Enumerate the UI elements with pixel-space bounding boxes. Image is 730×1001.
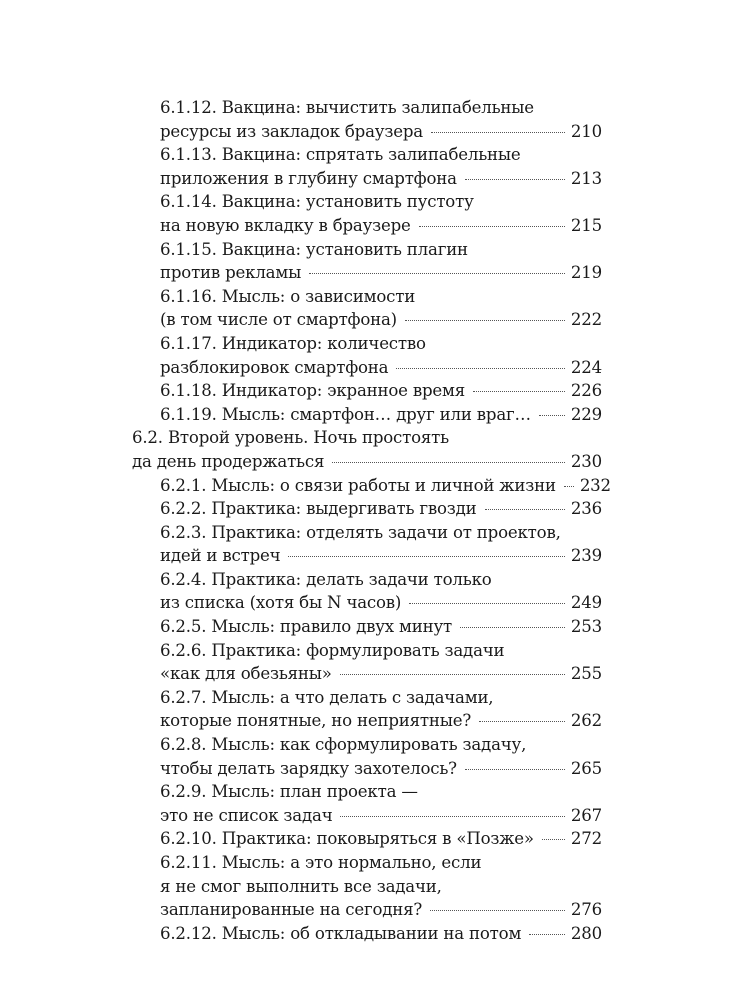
page-number: 213 — [570, 168, 602, 188]
toc-entry-title-line: 6.1.17. Индикатор: количество — [160, 333, 426, 353]
toc-entry-last-line — [160, 922, 602, 946]
dot-leader — [431, 132, 565, 133]
toc-entry-title-line: ресурсы из закладок браузера — [160, 121, 423, 141]
toc-entry-title-line: 6.1.15. Вакцина: установить плагин — [160, 239, 468, 259]
toc-entry[interactable] — [160, 922, 602, 946]
dot-leader — [332, 462, 565, 463]
dot-leader — [473, 391, 565, 392]
toc-entry[interactable] — [160, 568, 602, 615]
page-number: 249 — [570, 593, 602, 613]
page-number: 239 — [570, 546, 602, 566]
toc-entry[interactable] — [160, 238, 602, 285]
dot-leader — [460, 627, 565, 628]
page-number: 255 — [570, 664, 602, 684]
dot-leader — [465, 179, 565, 180]
toc-entry-last-line — [160, 615, 602, 639]
toc-entry-title-line: 6.2.1. Мысль: о связи работы и личной жизни — [160, 475, 556, 495]
dot-leader — [405, 320, 565, 321]
toc-entry-last-line — [160, 662, 602, 686]
toc-entry-title-line: 6.1.13. Вакцина: спрятать залипабельные — [160, 145, 521, 165]
toc-entry-title-line: 6.1.19. Мысль: смартфон… друг или враг… — [160, 404, 531, 424]
page-number: 229 — [570, 404, 602, 424]
page-number: 265 — [570, 758, 602, 778]
dot-leader — [288, 556, 565, 557]
toc-entry-last-line — [160, 403, 602, 427]
toc-entry-title-line: 6.2.2. Практика: выдергивать гвозди — [160, 499, 477, 519]
toc-entry-last-line — [160, 709, 602, 733]
toc-entry[interactable] — [160, 96, 602, 143]
page-number: 276 — [570, 900, 602, 920]
toc-entry-title-line: 6.2.8. Мысль: как сформулировать задачу, — [160, 735, 527, 755]
dot-leader — [539, 415, 565, 416]
dot-leader — [479, 721, 565, 722]
toc-entry-last-line — [160, 474, 611, 498]
toc-entry-title-line: 6.1.12. Вакцина: вычистить залипабельные — [160, 98, 534, 117]
toc-entry-title-line: 6.2.12. Мысль: об откладывании на потом — [160, 923, 522, 943]
toc-entry-last-line — [160, 214, 602, 238]
dot-leader — [465, 769, 565, 770]
dot-leader — [529, 934, 565, 935]
toc-entry-last-line — [160, 804, 602, 828]
page-number: 222 — [570, 310, 602, 330]
toc-entry-last-line — [160, 757, 602, 781]
toc-entry[interactable] — [160, 521, 602, 568]
page-number: 236 — [570, 499, 602, 519]
toc-entry-last-line — [160, 827, 602, 851]
toc-entry[interactable] — [160, 143, 602, 190]
toc-entry-title-line: 6.2.4. Практика: делать задачи только — [160, 569, 492, 589]
toc-entry[interactable] — [160, 379, 602, 403]
toc-entry[interactable] — [160, 686, 602, 733]
toc-entry-title-line: я не смог выполнить все задачи, — [160, 876, 442, 896]
toc-entry[interactable] — [160, 639, 602, 686]
toc-entry-title-line: приложения в глубину смартфона — [160, 168, 457, 188]
dot-leader — [419, 226, 565, 227]
toc-entry-title-line: 6.1.18. Индикатор: экранное время — [160, 381, 466, 401]
toc-entry[interactable] — [160, 733, 602, 780]
toc-entry[interactable] — [160, 827, 602, 851]
toc-entry-title-line: 6.2.9. Мысль: план проекта — — [160, 782, 418, 802]
toc-entry[interactable] — [160, 403, 602, 427]
toc-entry-title-line: 6.2.7. Мысль: а что делать с задачами, — [160, 687, 494, 707]
toc-entry[interactable] — [160, 851, 602, 922]
page-number: 253 — [570, 617, 602, 637]
toc-entry-title-line: «как для обезьяны» — [160, 664, 332, 684]
toc-entry-title-line: 6.2.3. Практика: отделять задачи от проектов, — [160, 522, 561, 542]
toc-entry-last-line — [132, 450, 602, 474]
page-number: 210 — [570, 121, 602, 141]
dot-leader — [542, 839, 565, 840]
page-number: 272 — [570, 829, 602, 849]
toc-entry-title-line: 6.1.14. Вакцина: установить пустоту — [160, 192, 474, 212]
toc-entry-last-line — [160, 167, 602, 191]
toc-entry-title-line: чтобы делать зарядку захотелось? — [160, 758, 457, 778]
toc-entry-title-line: запланированные на сегодня? — [160, 900, 423, 920]
toc-entry-title-line: это не список задач — [160, 805, 333, 825]
toc-entry-last-line — [160, 261, 602, 285]
toc-entry[interactable] — [160, 615, 602, 639]
toc-entry-last-line — [160, 379, 602, 403]
toc-entry-title-line: (в том числе от смартфона) — [160, 310, 397, 330]
table-of-contents — [0, 96, 730, 945]
toc-entry-title-line: которые понятные, но неприятные? — [160, 711, 472, 731]
toc-entry-last-line — [160, 544, 602, 568]
toc-entry-title-line: на новую вкладку в браузере — [160, 215, 411, 235]
toc-entry[interactable] — [132, 426, 602, 473]
toc-entry[interactable] — [160, 332, 602, 379]
dot-leader — [340, 674, 565, 675]
toc-entry-title-line: против рекламы — [160, 263, 302, 283]
toc-entry-last-line — [160, 308, 602, 332]
dot-leader — [340, 816, 564, 817]
page-number: 219 — [570, 263, 602, 283]
page-number: 280 — [570, 923, 602, 943]
page-number: 226 — [570, 381, 602, 401]
toc-entry-last-line — [160, 497, 602, 521]
toc-entry-last-line — [160, 356, 602, 380]
toc-entry-last-line — [160, 120, 602, 144]
toc-entry-title-line: да день продержаться — [132, 451, 325, 471]
page-number: 230 — [570, 451, 602, 471]
dot-leader — [396, 368, 565, 369]
toc-entry-title-line: 6.2.10. Практика: поковыряться в «Позже» — [160, 829, 534, 849]
dot-leader — [430, 910, 565, 911]
dot-leader — [485, 509, 565, 510]
dot-leader — [409, 603, 565, 604]
toc-entry[interactable] — [160, 285, 602, 332]
toc-entry-last-line — [160, 898, 602, 922]
page-number: 232 — [579, 475, 611, 495]
toc-entry-title-line: 6.2.5. Мысль: правило двух минут — [160, 617, 453, 637]
page-number: 267 — [570, 805, 602, 825]
toc-entry-title-line: из списка (хотя бы N часов) — [160, 593, 402, 613]
toc-entry-title-line: 6.1.16. Мысль: о зависимости — [160, 286, 416, 306]
toc-entry-title-line: 6.2. Второй уровень. Ночь простоять — [132, 428, 449, 448]
dot-leader — [564, 486, 574, 487]
toc-entry[interactable] — [160, 190, 602, 237]
toc-entry[interactable] — [160, 474, 611, 498]
toc-entry[interactable] — [160, 497, 602, 521]
toc-entry-title-line: 6.2.6. Практика: формулировать задачи — [160, 640, 505, 660]
toc-entry[interactable] — [160, 780, 602, 827]
toc-entry-title-line: разблокировок смартфона — [160, 357, 389, 377]
page-number: 262 — [570, 711, 602, 731]
toc-entry-title-line: идей и встреч — [160, 546, 281, 566]
dot-leader — [309, 273, 565, 274]
toc-entry-last-line — [160, 591, 602, 615]
toc-entry-title-line: 6.2.11. Мысль: а это нормально, если — [160, 853, 482, 872]
page-number: 224 — [570, 357, 602, 377]
page-number: 215 — [570, 215, 602, 235]
